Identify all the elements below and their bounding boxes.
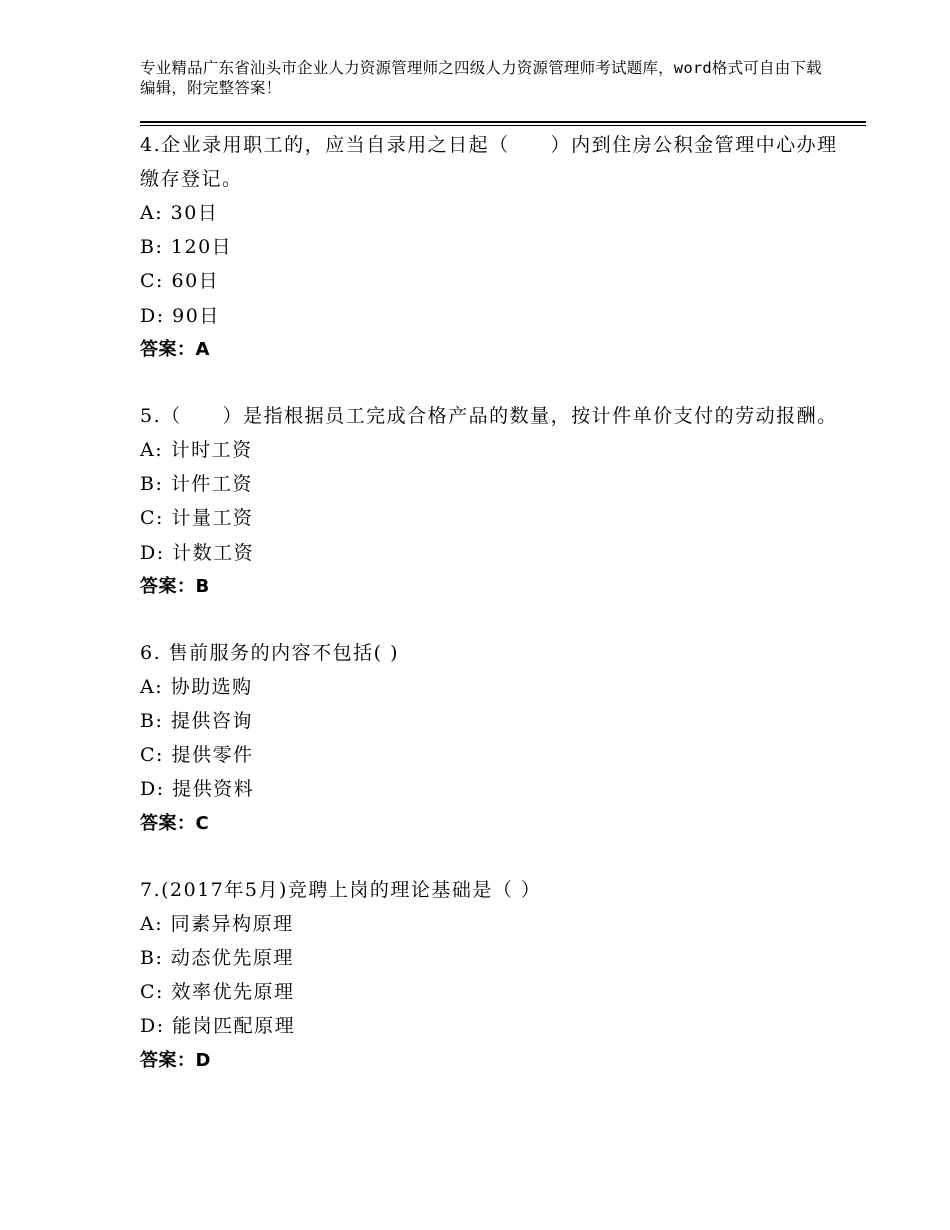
document-header [140, 58, 830, 98]
option-b: B: 计件工资 [140, 473, 253, 496]
answer-line [140, 333, 840, 367]
option-a: A: 同素异构原理 [140, 912, 294, 935]
answer-label: 答案： [140, 812, 196, 834]
header-rule-thick [140, 121, 866, 123]
option-d: D: 90日 [140, 304, 220, 327]
header-rule-thin [140, 125, 866, 126]
answer-value: D [195, 1049, 211, 1071]
option-a: A: 30日 [140, 202, 219, 224]
header-title: 专业精品广东省汕头市企业人力资源管理师之四级人力资源管理师考试题库，word格式可自由下载编辑，附完整答案！ [140, 59, 822, 97]
answer-value: B [195, 575, 210, 597]
option-c: C: 60日 [140, 270, 220, 293]
answer-line [140, 1044, 840, 1078]
option-a: A: 计时工资 [140, 438, 253, 461]
answer-line [140, 570, 840, 604]
answer-line [140, 807, 840, 841]
question-4 [140, 128, 840, 367]
answer-label: 答案： [140, 1049, 196, 1071]
question-5 [140, 399, 840, 604]
option-d: D: 计数工资 [140, 541, 255, 564]
answer-label: 答案： [140, 575, 196, 597]
answer-value: C [195, 812, 210, 834]
answer-value: A [195, 338, 210, 360]
question-stem: 6. 售前服务的内容不包括( ) [140, 641, 400, 664]
question-7 [140, 873, 840, 1078]
option-c: C: 计量工资 [140, 507, 254, 530]
option-c: C: 提供零件 [140, 744, 254, 767]
option-d: D: 能岗匹配原理 [140, 1015, 296, 1038]
answer-label: 答案： [140, 338, 196, 360]
option-b: B: 动态优先原理 [140, 947, 294, 969]
option-b: B: 120日 [140, 236, 233, 259]
question-stem: 4.企业录用职工的，应当自录用之日起（ ）内到住房公积金管理中心办理缴存登记。 [140, 134, 838, 190]
question-stem: 7.(2017年5月)竞聘上岗的理论基础是（ ） [140, 878, 542, 901]
option-d: D: 提供资料 [140, 778, 255, 801]
question-6 [140, 636, 840, 841]
question-list [140, 128, 840, 1078]
option-a: A: 协助选购 [140, 675, 253, 698]
option-c: C: 效率优先原理 [140, 981, 295, 1004]
option-b: B: 提供咨询 [140, 710, 253, 733]
question-stem: 5.（ ）是指根据员工完成合格产品的数量，按计件单价支付的劳动报酬。 [140, 404, 838, 427]
